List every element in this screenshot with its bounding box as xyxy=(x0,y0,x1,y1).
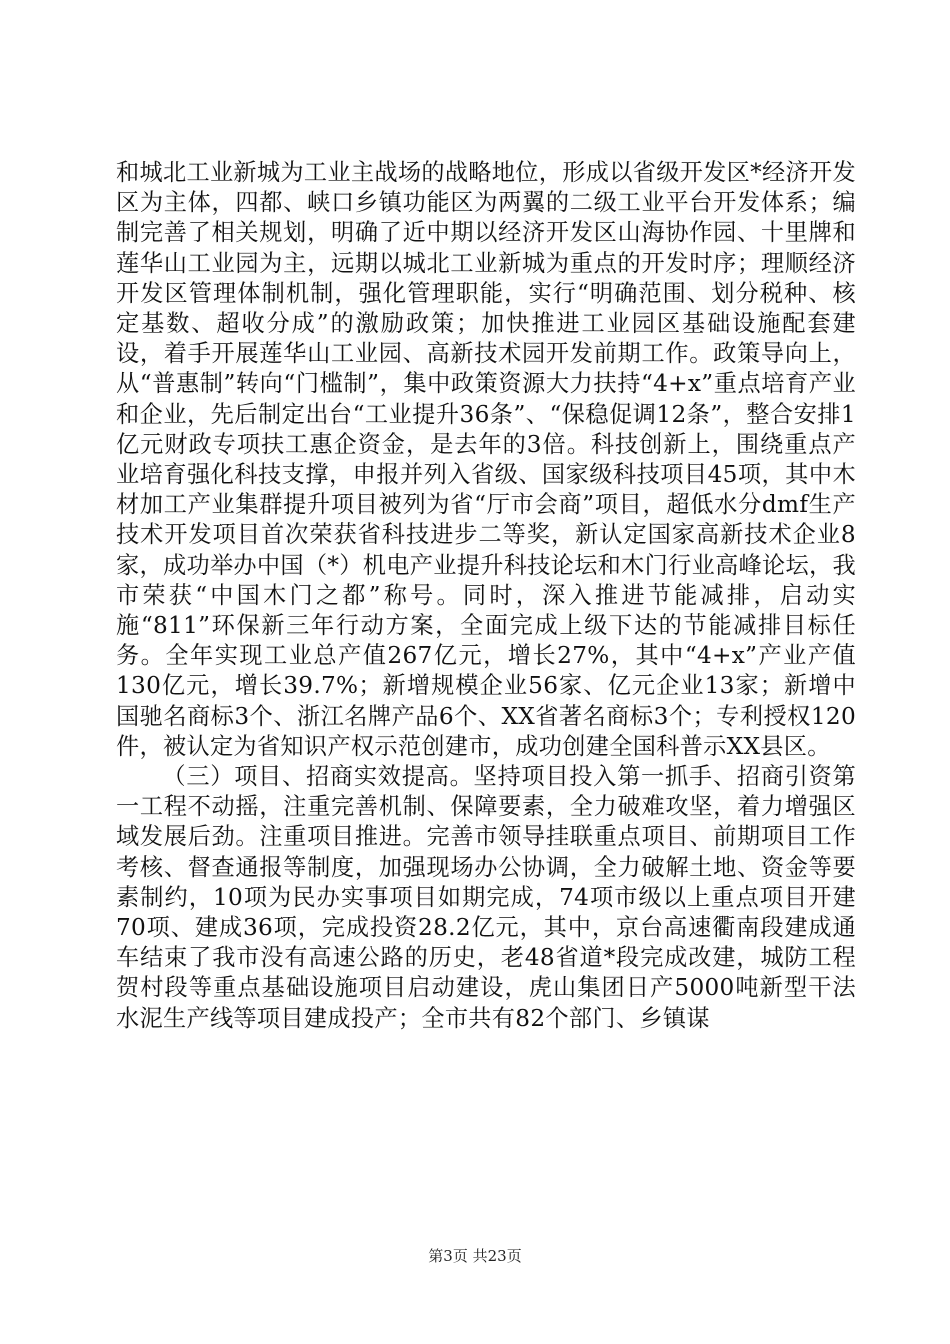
paragraph-1: 和城北工业新城为工业主战场的战略地位，形成以省级开发区*经济开发区为主体，四都、峡口乡镇功能区为两翼的二级工业平台开发体系；编制完善了相关规划，明确了近中期以经济开发区山海协作园、十里牌和莲华山工业园为主，远期以城北工业新城为重点的开发时序；理顺经济开发区管理体制机制，强化管理职能，实行“明确范围、划分税种、核定基数、超收分成”的激励政策；加快推进工业园区基础设施配套建设，着手开展莲华山工业园、高新技术园开发前期工作。政策导向上，从“普惠制”转向“门槛制”，集中政策资源大力扶持“4+x”重点培育产业和企业，先后制定出台“工业提升36条”、“保稳促调12条”，整合安排1亿元财政专项扶工惠企资金，是去年的3倍。科技创新上，围绕重点产业培育强化科技支撑，申报并列入省级、国家级科技项目45项，其中木材加工产业集群提升项目被列为省“厅市会商”项目，超低水分dmf生产技术开发项目首次荣获省科技进步二等奖，新认定国家高新技术企业8家，成功举办中国（*）机电产业提升科技论坛和木门行业高峰论坛，我市荣获“中国木门之都”称号。同时，深入推进节能减排，启动实施“811”环保新三年行动方案，全面完成上级下达的节能减排目标任务。全年实现工业总产值267亿元，增长27%，其中“4+x”产业产值130亿元，增长39.7%；新增规模企业56家、亿元企业13家；新增中国驰名商标3个、浙江名牌产品6个、XX省著名商标3个；专利授权120件，被认定为省知识产权示范创建市，成功创建全国科普示XX县区。 xyxy=(116,159,857,760)
page-footer: 第3页 共23页 xyxy=(428,1247,522,1265)
paragraph-2: （三）项目、招商实效提高。坚持项目投入第一抓手、招商引资第一工程不动摇，注重完善机制、保障要素，全力破难攻坚，着力增强区域发展后劲。注重项目推进。完善市领导挂联重点项目、前期项目工作考核、督查通报等制度，加强现场办公协调，全力破解土地、资金等要素制约，10项为民办实事项目如期完成，74项市级以上重点项目开建70项、建成36项，完成投资28.2亿元，其中，京台高速衢南段建成通车结束了我市没有高速公路的历史，老48省道*段完成改建，城防工程贺村段等重点基础设施项目启动建设，虎山集团日产5000吨新型干法水泥生产线等项目建成投产；全市共有82个部门、乡镇谋 xyxy=(116,763,856,1032)
document-body xyxy=(116,158,856,1034)
